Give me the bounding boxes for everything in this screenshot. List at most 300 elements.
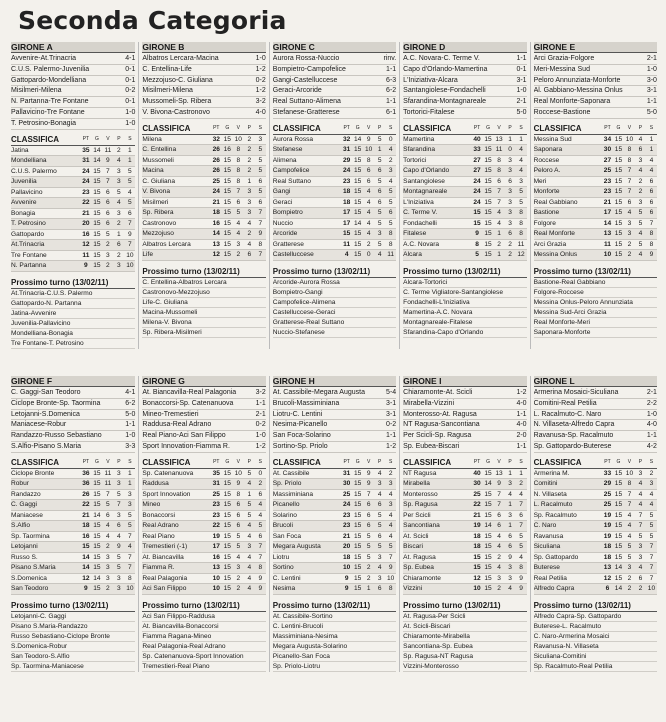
stat-cell: 2 [638, 177, 643, 185]
stat-cell: 9 [84, 585, 88, 593]
stat-cell: 3 [519, 177, 523, 185]
team-name: C. Gaggi [11, 501, 38, 509]
stat-cell: 5 [377, 240, 382, 248]
stat-cell: 7 [497, 490, 501, 498]
team-name: Real Palagonia [142, 574, 188, 582]
stat-cell: 11 [343, 240, 351, 248]
team-name: Mondelliana [11, 157, 47, 165]
next-match: Messina Onlus-Peloro Annunziata [534, 298, 657, 308]
stat-cell: 1 [519, 135, 523, 143]
group-title: GIRONE G [142, 376, 265, 387]
stat-cell: 5 [475, 251, 479, 259]
next-match: Bastione-Real Gabbiano [534, 278, 657, 288]
stat-cell: 8 [236, 146, 241, 154]
standings-row [11, 500, 135, 511]
result-row [142, 399, 265, 410]
stat-cell: 2 [638, 188, 643, 196]
next-match: Buterese-L. Racalmuto [534, 622, 657, 632]
next-match: At. Scicli-Biscari [403, 622, 526, 632]
stat-cell: 9 [388, 564, 393, 572]
stat-cell: 14 [354, 219, 362, 227]
stat-cell: 30 [473, 480, 481, 488]
stat-cell: 20 [343, 543, 351, 551]
stat-cell: 3 [508, 574, 512, 582]
result-row [273, 54, 396, 65]
stat-cell: 3 [638, 553, 643, 561]
match-score: 1-2 [386, 442, 397, 450]
stat-cell: 11 [82, 251, 90, 259]
team-name: Chiaramonte [403, 574, 441, 582]
stat-cell: 6 [247, 251, 252, 259]
stat-cell: 6 [128, 209, 132, 217]
match-score: 5-0 [646, 108, 657, 116]
team-name: Bastione [533, 209, 560, 217]
stat-cell: 4 [388, 511, 393, 519]
standings-row [403, 479, 526, 490]
stat-cell: 4 [366, 188, 371, 196]
stat-cell: 21 [343, 532, 351, 540]
stat-cell: 6 [236, 511, 241, 519]
stat-cell: 31 [82, 157, 90, 165]
next-match: Juvenilia-Pallavicino [11, 319, 135, 329]
next-match: Nuccio-Stefanese [273, 328, 396, 338]
stat-cell: 2 [497, 553, 501, 561]
stat-cell: 5 [128, 167, 132, 175]
group-title: GIRONE I [403, 376, 526, 387]
standings-col-label: G [486, 124, 490, 131]
stat-cell: 6 [258, 532, 263, 540]
stat-cell: 9 [84, 262, 88, 270]
standings-row [534, 521, 657, 532]
stat-cell: 18 [603, 553, 612, 561]
team-name: Real Monforte [533, 230, 575, 238]
stat-cell: 2 [247, 156, 252, 164]
team-name: Sp. Ragusa [403, 501, 438, 509]
stat-cell: 6 [106, 199, 110, 207]
stat-cell: 15 [223, 469, 231, 477]
stat-cell: 26 [212, 146, 220, 154]
stat-cell: 23 [343, 177, 351, 185]
stat-cell: 6 [366, 522, 371, 530]
stat-cell: 4 [117, 532, 121, 540]
next-match: Sp. Taormina-Maniacese [11, 662, 135, 672]
stat-cell: 5 [128, 511, 132, 519]
standings-title: CLASSIFICA [11, 457, 59, 467]
match-score: 3-2 [255, 389, 266, 396]
stat-cell: 7 [128, 564, 132, 572]
stat-cell: 15 [93, 199, 101, 207]
team-name: Juvenilia [11, 178, 37, 186]
stat-cell: 15 [223, 135, 231, 143]
standings-col-label: G [355, 124, 360, 131]
stat-cell: 9 [258, 585, 263, 593]
stat-cell: 19 [603, 511, 612, 519]
stat-cell: 7 [258, 219, 263, 227]
stat-cell: 10 [343, 564, 351, 572]
stat-cell: 2 [117, 251, 121, 259]
team-name: At. Biancavilla [142, 553, 184, 561]
standings-row [11, 177, 135, 188]
result-row [273, 431, 396, 442]
team-name: Tre Fontane [11, 251, 47, 259]
stat-cell: 15 [354, 146, 362, 154]
standings-row [142, 490, 265, 501]
stat-cell: 12 [603, 574, 612, 582]
next-match: Real Palagonia-Real Adrano [142, 642, 265, 652]
group-column [138, 42, 268, 349]
result-row [534, 108, 657, 119]
stat-cell: 15 [484, 543, 492, 551]
match-teams: Ciclope Bronte-Sp. Taormina [11, 399, 101, 407]
stat-cell: 15 [473, 564, 481, 572]
stat-cell: 21 [82, 511, 90, 519]
stat-cell: 2 [117, 220, 121, 228]
match-teams: Roccese-Bastione [533, 108, 591, 116]
standings-table [11, 146, 135, 272]
team-name: Brucoli [272, 522, 293, 530]
match-score: 1-0 [125, 119, 136, 127]
result-row [11, 65, 135, 76]
stat-cell: 26 [82, 490, 90, 498]
stat-cell: 27 [603, 156, 612, 164]
stat-cell: 15 [354, 574, 362, 582]
stat-cell: 4 [128, 543, 132, 551]
match-teams: S.Alfio-Pisano S.Maria [11, 442, 82, 450]
stat-cell: 1 [366, 585, 371, 593]
stat-cell: 25 [603, 167, 612, 175]
stat-cell: 4 [497, 219, 501, 227]
match-score: 3-1 [386, 399, 397, 407]
next-match: At. Cassibile-Sortino [273, 612, 396, 622]
stat-cell: 15 [223, 490, 231, 498]
match-teams: At. Biancavilla-Real Palagonia [142, 389, 237, 396]
match-score: 5-0 [516, 108, 527, 116]
stat-cell: 14 [82, 553, 90, 561]
stat-cell: 15 [484, 585, 492, 593]
standings-col-label: PT [213, 458, 220, 465]
match-score: 2-1 [646, 55, 657, 62]
standings-row [142, 250, 265, 261]
stat-cell: 5 [649, 522, 654, 530]
result-row [403, 420, 526, 431]
match-score: 1-1 [516, 410, 527, 418]
stat-cell: 9 [649, 251, 654, 259]
match-score: 4-2 [646, 442, 657, 450]
result-row [11, 76, 135, 87]
match-teams: Letojanni-S.Domenica [11, 410, 80, 418]
standings-row [403, 511, 526, 522]
next-match: Montagnareale-Fitalese [403, 318, 526, 328]
stat-cell: 2 [627, 240, 632, 248]
stat-cell: 10 [126, 251, 134, 259]
stat-cell: 4 [649, 501, 654, 509]
stat-cell: 6 [377, 532, 382, 540]
stat-cell: 6 [117, 522, 121, 530]
stat-cell: 6 [497, 177, 501, 185]
stat-cell: 5 [388, 543, 393, 551]
team-name: NT Ragusa [403, 469, 437, 477]
team-name: Picanello [272, 501, 300, 509]
stat-cell: 7 [106, 178, 110, 186]
standings-row [534, 240, 657, 251]
stat-cell: 15 [343, 230, 351, 238]
stat-cell: 15 [354, 532, 362, 540]
match-teams: L. Racalmuto-C. Naro [533, 410, 602, 418]
standings-col-label: S [389, 124, 393, 131]
team-name: Randazzo [11, 490, 41, 498]
stat-cell: 10 [126, 585, 134, 593]
stat-cell: 7 [638, 522, 643, 530]
stat-cell: 6 [258, 490, 263, 498]
stat-cell: 15 [484, 553, 492, 561]
stat-cell: 10 [234, 135, 242, 143]
stat-cell: 6 [366, 177, 371, 185]
standings-row [11, 584, 135, 595]
next-match: C. Terme Vigliatore-Santangiolese [403, 288, 526, 298]
stat-cell: 15 [614, 469, 623, 477]
next-match: Sp. Ribera-Misilmeri [142, 328, 265, 338]
stat-cell: 6 [377, 501, 382, 509]
stat-cell: 14 [354, 135, 362, 143]
stat-cell: 11 [104, 480, 112, 488]
standings-row [403, 219, 526, 230]
stat-cell: 25 [212, 490, 220, 498]
stat-cell: 15 [614, 219, 623, 227]
stat-cell: 3 [638, 543, 643, 551]
next-match: Vizzini-Monterosso [403, 662, 526, 672]
stat-cell: 6 [366, 511, 371, 519]
result-row [11, 410, 135, 421]
match-score: 2-1 [646, 389, 657, 396]
stat-cell: 5 [519, 543, 523, 551]
match-teams: Aurora Rossa-Nuccio [272, 55, 340, 62]
team-name: Avvenire [11, 199, 37, 207]
stat-cell: 15 [354, 251, 362, 259]
stat-cell: 4 [638, 501, 643, 509]
next-round-title: Prossimo turno (13/02/11) [11, 600, 135, 612]
stat-cell: 5 [258, 146, 263, 154]
standings-row [11, 167, 135, 178]
stat-cell: 2 [247, 230, 252, 238]
standings-row [403, 469, 526, 480]
stat-cell: 2 [508, 251, 512, 259]
standings-col-label: V [497, 124, 501, 131]
stat-cell: 14 [82, 564, 90, 572]
stat-cell: 8 [475, 240, 479, 248]
team-name: Gattopardo [11, 230, 44, 238]
stat-cell: 7 [258, 209, 263, 217]
result-row [403, 388, 526, 399]
team-name: Fiamma R. [142, 564, 175, 572]
stat-cell: 14 [614, 564, 623, 572]
stat-cell: 7 [366, 490, 371, 498]
stat-cell: 18 [343, 198, 351, 206]
stat-cell: 5 [117, 553, 121, 561]
stat-cell: 14 [212, 230, 220, 238]
stat-cell: 6 [377, 167, 382, 175]
group-column [138, 376, 268, 672]
standings-row [142, 584, 265, 595]
standings-row [273, 521, 396, 532]
match-score: 1-2 [255, 442, 266, 450]
result-row [273, 410, 396, 421]
stat-cell: 13 [495, 135, 503, 143]
match-teams: Al. Gabbiano-Messina Onlus [533, 87, 623, 95]
standings-header [273, 123, 396, 135]
stat-cell: 2 [497, 240, 501, 248]
standings-col-label: PT [343, 124, 350, 131]
standings-row [534, 563, 657, 574]
match-teams: Bonaccorsi-Sp. Catenanuova [142, 399, 234, 407]
stat-cell: 4 [247, 574, 252, 582]
stat-cell: 4 [638, 230, 643, 238]
stat-cell: 15 [484, 146, 492, 154]
match-teams: Liotru-C. Lentini [272, 410, 323, 418]
stat-cell: 15 [484, 564, 492, 572]
stat-cell: 3 [508, 188, 512, 196]
stat-cell: 24 [473, 198, 481, 206]
stat-cell: 6 [366, 167, 371, 175]
stat-cell: 15 [223, 167, 231, 175]
stat-cell: 2 [388, 156, 393, 164]
team-name: L. Racalmuto [533, 501, 573, 509]
match-teams: C. Gaggi-San Teodoro [11, 389, 81, 396]
stat-cell: 15 [484, 188, 492, 196]
standings-col-label: P [378, 124, 382, 131]
stat-cell: 5 [377, 543, 382, 551]
standings-row [403, 532, 526, 543]
stat-cell: 4 [388, 522, 393, 530]
stat-cell: 8 [366, 156, 371, 164]
stat-cell: 9 [519, 574, 523, 582]
result-row [11, 442, 135, 453]
stat-cell: 15 [484, 177, 492, 185]
standings-row [534, 250, 657, 261]
standings-row [403, 553, 526, 564]
stat-cell: 7 [117, 501, 121, 509]
next-match: Alcara-Tortorici [403, 278, 526, 288]
stat-cell: 21 [473, 511, 481, 519]
match-teams: Nesima-Picanello [272, 421, 328, 429]
stat-cell: 4 [247, 532, 252, 540]
standings-title: CLASSIFICA [142, 123, 191, 133]
match-teams: A.C. Novara-C. Terme V. [403, 55, 480, 62]
stat-cell: 4 [366, 219, 371, 227]
stat-cell: 4 [649, 490, 654, 498]
standings-row [534, 145, 657, 156]
stat-cell: 4 [247, 585, 252, 593]
standings-col-label: P [508, 458, 512, 465]
stat-cell: 31 [212, 480, 220, 488]
stat-cell: 4 [117, 199, 121, 207]
stat-cell: 2 [106, 585, 110, 593]
match-score: 6-2 [386, 87, 397, 95]
stat-cell: 5 [377, 511, 382, 519]
standings-row [273, 135, 396, 146]
stat-cell: 6 [649, 188, 654, 196]
match-teams: Sortino-Sp. Priolo [272, 442, 328, 450]
stat-cell: 22 [473, 501, 481, 509]
stat-cell: 4 [388, 177, 393, 185]
team-name: Gangi [272, 188, 291, 196]
stat-cell: 5 [247, 511, 252, 519]
result-row [534, 420, 657, 431]
standings-col-label: P [638, 124, 643, 131]
standings-row [273, 229, 396, 240]
match-score: 1-0 [646, 65, 657, 73]
stat-cell: 15 [223, 543, 231, 551]
stat-cell: 3 [117, 262, 121, 270]
stat-cell: 18 [82, 522, 90, 530]
stat-cell: 3 [258, 135, 263, 143]
stat-cell: 18 [212, 209, 220, 217]
stat-cell: 2 [247, 146, 252, 154]
next-match: C. Entellina-Albatros Lercara [142, 278, 265, 288]
standings-col-label: PT [473, 124, 481, 131]
match-score: 2-1 [255, 410, 266, 418]
team-name: Sancontiana [403, 522, 440, 530]
stat-cell: 15 [484, 209, 492, 217]
result-row [11, 108, 135, 119]
stat-cell: 7 [627, 167, 632, 175]
team-name: At. Scicli [403, 532, 429, 540]
stat-cell: 23 [212, 501, 220, 509]
stat-cell: 4 [247, 553, 252, 561]
stat-cell: 5 [106, 230, 110, 238]
match-teams: Maniacese-Robur [11, 421, 67, 429]
team-name: Gratterese [272, 240, 304, 248]
stat-cell: 1 [128, 146, 132, 154]
team-name: Tortorici [403, 156, 427, 164]
standings-col-label: PT [82, 135, 90, 142]
stat-cell: 14 [93, 511, 101, 519]
stat-cell: 7 [258, 553, 263, 561]
group-column [8, 376, 138, 672]
standings-row [142, 521, 265, 532]
team-name: San Teodoro [11, 585, 49, 593]
group-column [269, 42, 399, 349]
result-row [534, 54, 657, 65]
team-name: Sp. Racalmuto [533, 511, 577, 519]
stat-cell: 3 [247, 209, 252, 217]
stat-cell: 15 [93, 553, 101, 561]
stat-cell: 35 [82, 146, 90, 154]
stat-cell: 29 [603, 480, 612, 488]
standings-row [534, 198, 657, 209]
match-teams: Capo d'Orlando-Mamertina [403, 65, 488, 73]
team-name: Letojanni [11, 543, 38, 551]
stat-cell: 4 [258, 511, 263, 519]
standings-row [142, 135, 265, 146]
stat-cell: 3 [388, 501, 393, 509]
team-name: Mineo [142, 501, 161, 509]
team-name: C. Giuliana [142, 177, 176, 185]
standings-row [142, 511, 265, 522]
stat-cell: 15 [223, 480, 231, 488]
stat-cell: 6 [377, 585, 382, 593]
team-name: N. Partanna [11, 262, 47, 270]
stat-cell: 4 [497, 564, 501, 572]
result-row [534, 442, 657, 453]
stat-cell: 5 [377, 209, 382, 217]
section-top [8, 42, 660, 349]
result-row [11, 97, 135, 108]
stat-cell: 2 [366, 564, 371, 572]
stat-cell: 7 [258, 251, 263, 259]
standings-row [11, 251, 135, 262]
team-name: Mezzojuso [142, 230, 174, 238]
result-row [142, 76, 265, 87]
